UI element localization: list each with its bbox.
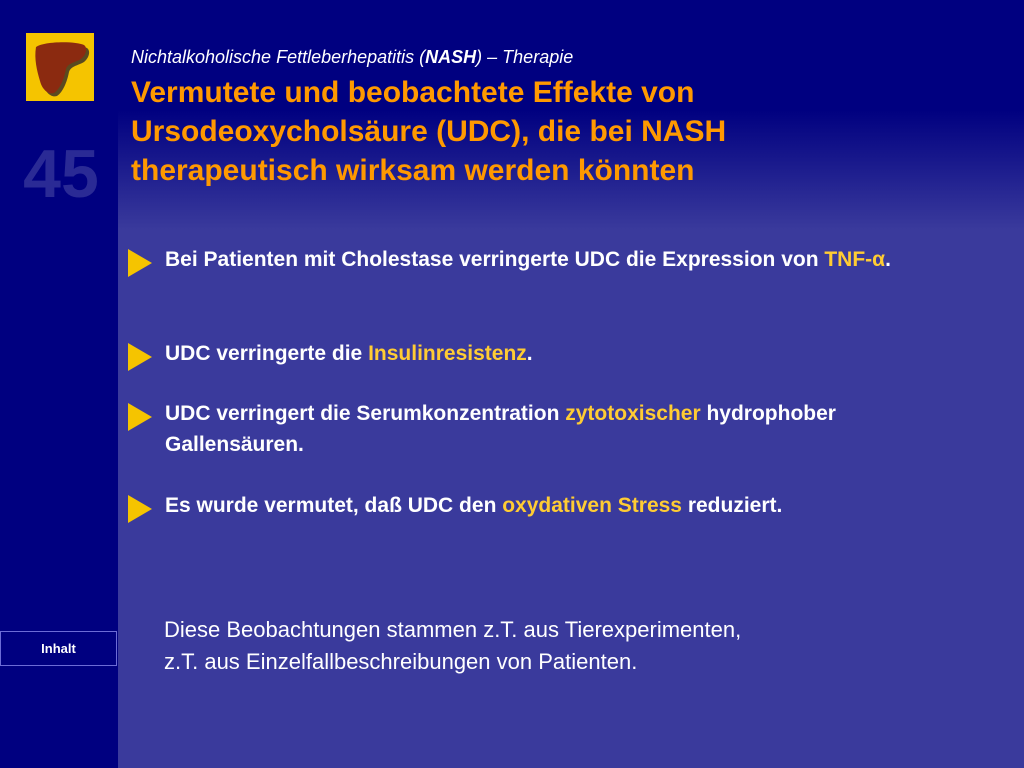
- bullet-item: [128, 398, 955, 460]
- inhalt-button[interactable]: Inhalt: [0, 631, 117, 666]
- liver-icon: [26, 33, 94, 101]
- bullet-highlight: Insulinresistenz: [368, 342, 527, 365]
- slide-title: [131, 73, 991, 190]
- slide-subtitle: [131, 47, 573, 68]
- bullet-text-pre: UDC verringert die Serumkonzentration: [165, 402, 566, 425]
- bullet-highlight: zytotoxischer: [565, 402, 701, 425]
- bullet-item: [128, 490, 955, 523]
- footnote: [164, 614, 964, 678]
- subtitle-prefix: Nichtalkoholische Fettleberhepatitis (: [131, 47, 426, 67]
- arrow-right-icon: [128, 403, 152, 431]
- subtitle-suffix: ) – Therapie: [476, 47, 574, 67]
- bullet-text: [165, 244, 955, 277]
- bullet-item: [128, 244, 955, 277]
- arrow-right-icon: [128, 343, 152, 371]
- bullet-highlight: oxydativen Stress: [502, 494, 682, 517]
- footnote-line-1: Diese Beobachtungen stammen z.T. aus Tierexperimenten,: [164, 617, 742, 642]
- bullet-text-pre: Bei Patienten mit Cholestase verringerte UDC die Expression von: [165, 248, 825, 271]
- bullet-text-post: .: [885, 248, 891, 271]
- title-line-2: Ursodeoxycholsäure (UDC), die bei NASH: [131, 115, 727, 148]
- bullet-text-post: .: [526, 342, 533, 365]
- bullet-text: [165, 490, 955, 523]
- bullet-text-pre: Es wurde vermutet, daß UDC den: [165, 494, 503, 517]
- liver-logo: [26, 33, 94, 101]
- bullet-text: [165, 338, 955, 371]
- bullet-text: [165, 398, 955, 460]
- bullet-highlight: TNF-α: [824, 248, 886, 271]
- bullet-item: [128, 338, 955, 371]
- footnote-line-2: z.T. aus Einzelfallbeschreibungen von Patienten.: [164, 649, 638, 674]
- bullet-text-pre: UDC verringerte die: [165, 342, 369, 365]
- title-line-3: therapeutisch wirksam werden könnten: [131, 154, 695, 187]
- subtitle-bold: NASH: [425, 47, 477, 67]
- bullet-text-post: reduziert.: [682, 494, 783, 517]
- slide-number: 45: [23, 136, 99, 212]
- bullet-text-post: hydrophober Gallensäuren.: [165, 402, 836, 456]
- arrow-right-icon: [128, 249, 152, 277]
- title-line-1: Vermutete und beobachtete Effekte von: [131, 76, 695, 109]
- arrow-right-icon: [128, 495, 152, 523]
